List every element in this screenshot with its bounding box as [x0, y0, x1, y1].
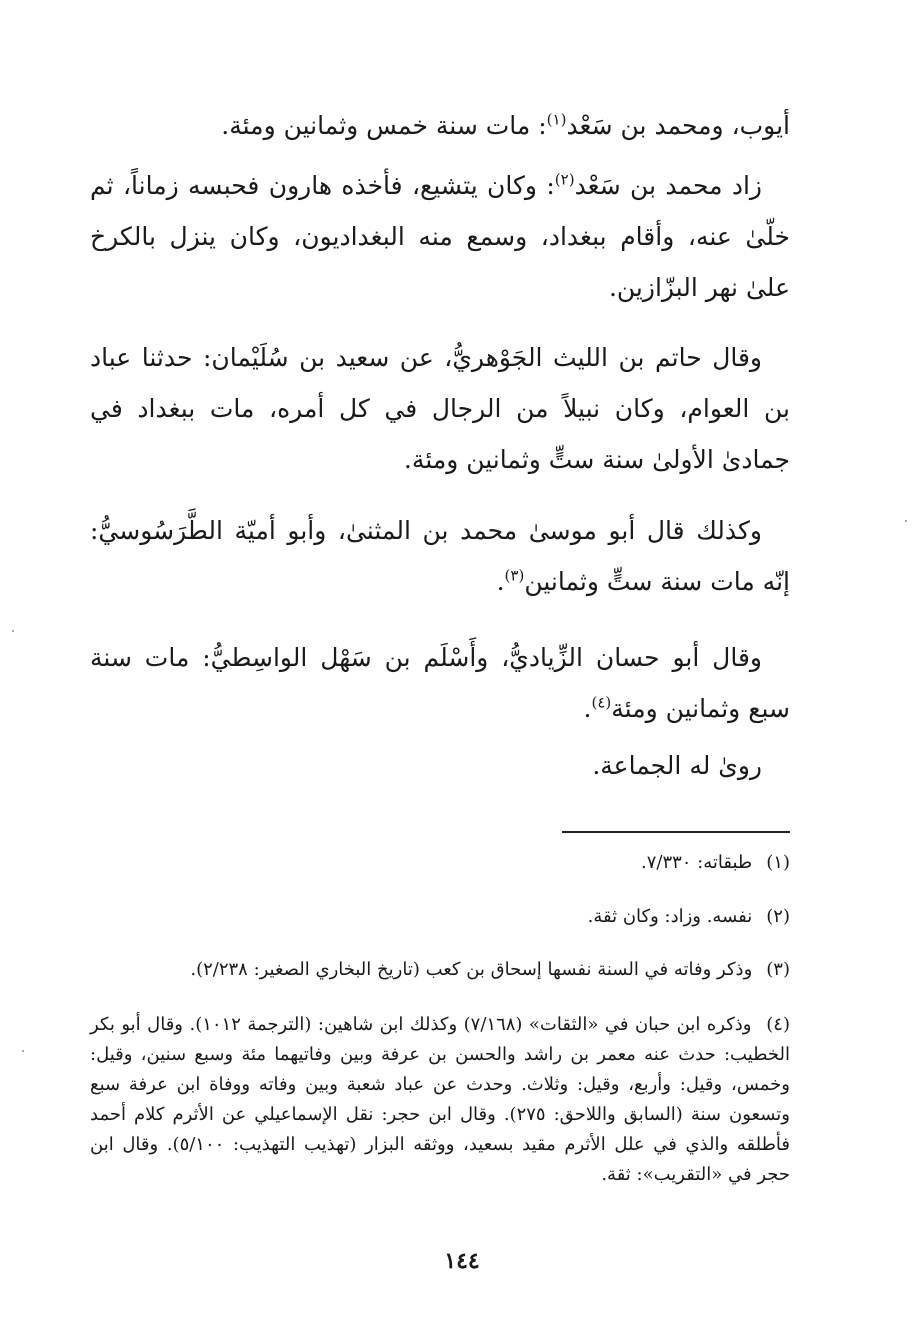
- footnote-ref-3[interactable]: (٣): [504, 566, 525, 585]
- paragraph-text: وقال حاتم بن الليث الجَوْهريُّ، عن سعيد بن سُلَيْمان: حدثنا عباد بن العوام، وكان نبيلاً من الرجال في كل أمره، مات ببغداد في جمادىٰ الأولىٰ سنة ستٍّ وثمانين ومئة.: [90, 343, 790, 474]
- footnote-text: نفسه. وزاد: وكان ثقة.: [587, 906, 753, 927]
- paragraph-4: [90, 505, 790, 607]
- footnote-1: [90, 848, 790, 878]
- footnote-ref-1[interactable]: (١): [546, 110, 567, 129]
- paragraph-2: [90, 160, 790, 313]
- paragraph-text: : وكان يتشيع، فأخذه هارون فحبسه زماناً، ثم خلّىٰ عنه، وأقام ببغداد، وسمع منه البغداديون، وكان ينزل بالكرخ علىٰ نهر البزّازين.: [90, 171, 790, 302]
- footnote-number: (٣): [766, 959, 790, 980]
- paragraph-text: : مات سنة خمس وثمانين ومئة.: [221, 111, 547, 140]
- paragraph-text: وقال أبو حسان الزِّياديُّ، وأَسْلَم بن سَهْل الواسِطيُّ: مات سنة سبع وثمانين ومئة: [90, 643, 790, 723]
- footnote-text: وذكره ابن حبان في «الثقات» (٧/١٦٨) وكذلك ابن شاهين: (الترجمة ١٠١٢). وقال أبو بكر الخطيب: حدث عنه معمر بن راشد والحسن بن عرفة وبين وفاتيهما مئة وسبع سنين، وقيل: وخمس، وقيل: وأربع، وقيل: وثلاث. وحدث عن عباد شعبة وبين وفاته ووفاة ابن عرفة سبع وتسعون سنة (السابق واللاحق: ٢٧٥). وقال ابن حجر: نقل الإسماعيلي عن الأثرم كلام أحمد فأطلقه والذي في علل الأثرم مقيد بسعيد، ووثقه البزار (تهذيب التهذيب: ٥/١٠٠). وقال ابن حجر في «التقريب»: ثقة.: [90, 1014, 790, 1185]
- footnote-4: [90, 1010, 790, 1190]
- paragraph-3: [90, 332, 790, 485]
- footnote-number: (٢): [766, 906, 790, 927]
- paragraph-text: روىٰ له الجماعة.: [592, 751, 762, 780]
- footnote-ref-2[interactable]: (٢): [554, 170, 575, 189]
- footnote-ref-4[interactable]: (٤): [591, 693, 612, 712]
- paragraph-text: .: [496, 567, 505, 596]
- page-number: ١٤٤: [444, 1248, 480, 1274]
- footnote-separator: [562, 831, 790, 833]
- scan-speck: [22, 1050, 24, 1052]
- footnote-number: (٤): [766, 1014, 790, 1035]
- paragraph-text: وكذلك قال أبو موسىٰ محمد بن المثنىٰ، وأبو أميّة الطَّرَسُوسيُّ: إنّه مات سنة ستٍّ وثمانين: [90, 516, 790, 596]
- scan-speck: [12, 630, 14, 632]
- footnote-text: وذكر وفاته في السنة نفسها إسحاق بن كعب (تاريخ البخاري الصغير: ٢/٢٣٨).: [190, 959, 753, 980]
- footnote-text: طبقاته: ٧/٣٣٠.: [640, 852, 753, 873]
- footnote-2: [90, 902, 790, 932]
- footnote-number: (١): [766, 852, 790, 873]
- paragraph-text: .: [583, 694, 592, 723]
- paragraph-text: زاد محمد بن سَعْد: [574, 171, 762, 200]
- paragraph-5: [90, 632, 790, 734]
- footnote-3: [90, 955, 790, 985]
- paragraph-text: أيوب، ومحمد بن سَعْد: [566, 111, 790, 140]
- paragraph-6: [90, 740, 790, 791]
- paragraph-1: [90, 100, 790, 151]
- scan-speck: [905, 520, 907, 522]
